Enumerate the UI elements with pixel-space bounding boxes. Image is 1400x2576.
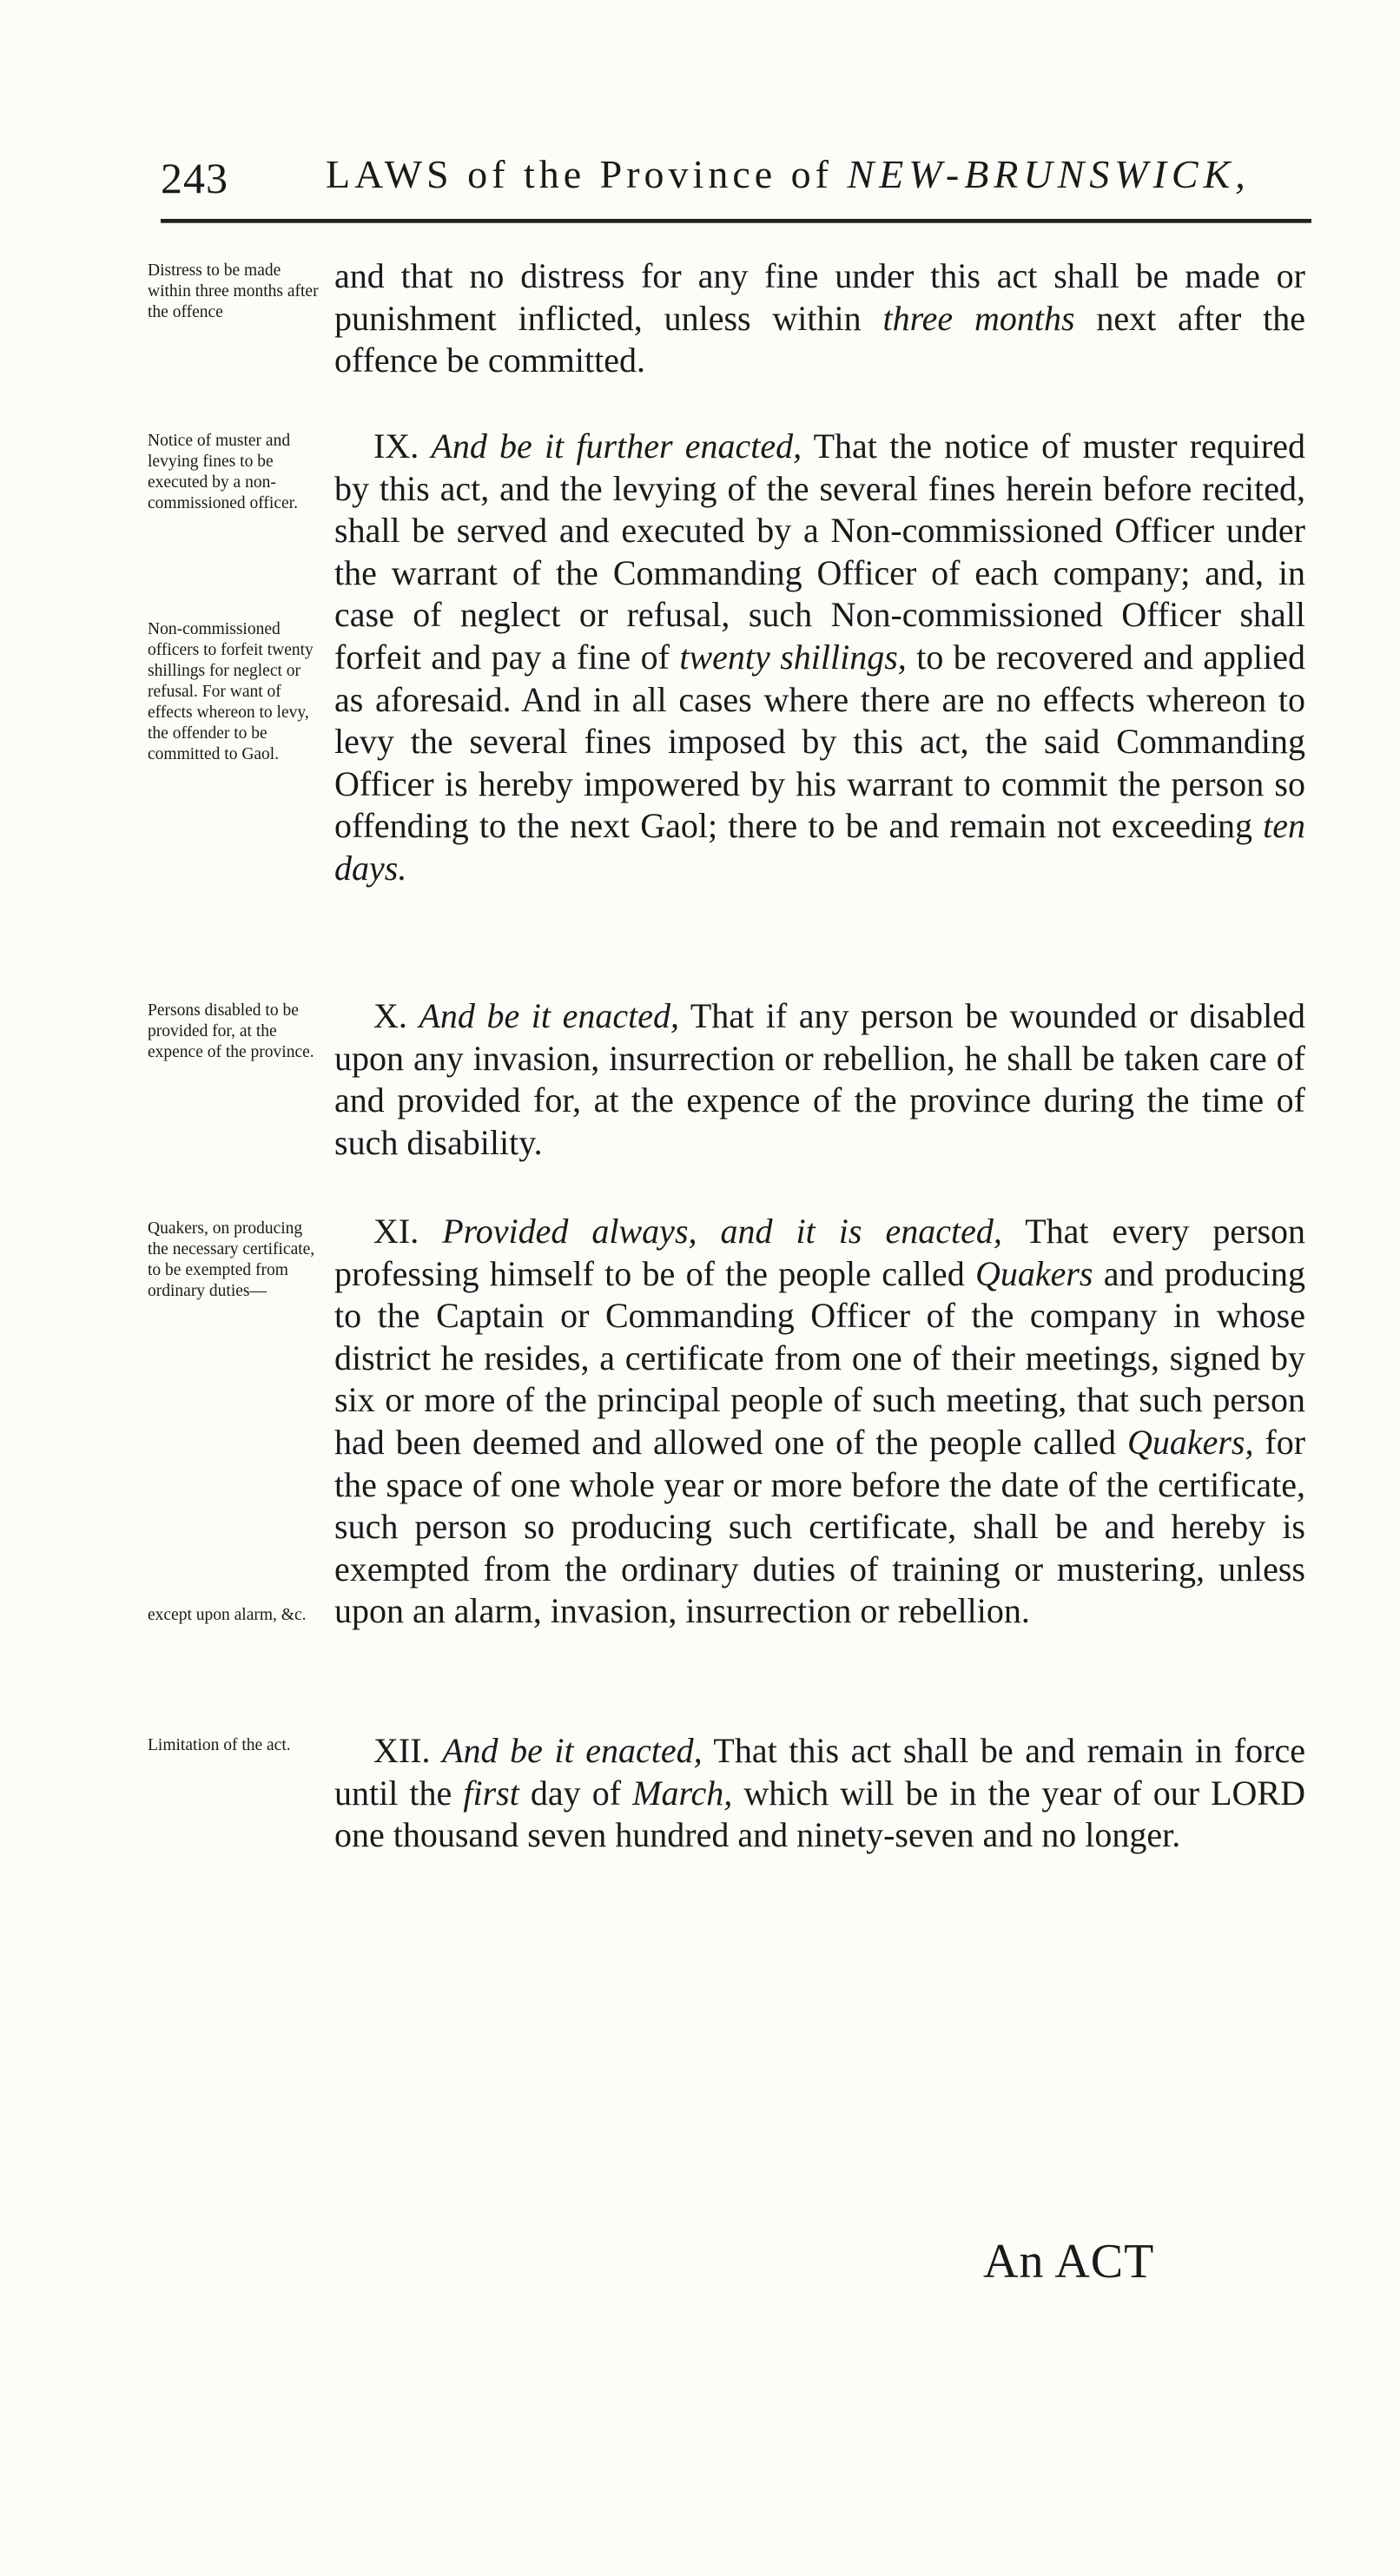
margin-note-non-commissioned: Non-commissioned officers to forfeit twenty shillings for neglect or refusal. For want of effects whereon to levy, the offender to be committed to Gaol. [148, 620, 314, 763]
paragraph-text: That every person professing himself to be of the people called [334, 1212, 1306, 1293]
header-rule [161, 219, 1311, 223]
enacting-clause: And be it further enacted, [431, 426, 802, 466]
paragraph-text: and producing to the Captain or Commanding Officer of the company in whose district he resides, a certificate from one of their meetings, signed by six or more of the principal people of such meeting, that such person had been deemed and allowed one of the people called [334, 1253, 1305, 1462]
margin-note-limitation: Limitation of the act. [148, 1736, 291, 1754]
margin-note-distress: Distress to be made within three months after the offence [148, 261, 319, 321]
emphasis-text: twenty shillings, [679, 637, 907, 677]
section-xii [334, 1730, 1305, 1857]
running-header [161, 146, 1311, 207]
paragraph-text: and that no distress for any fine under this act shall be made or punishment inflicted, unless within [334, 256, 1305, 338]
paragraph-text: which will be in the year of our LORD one thousand seven hundred and ninety-seven and no longer. [334, 1773, 1305, 1855]
page-number: 243 [161, 154, 228, 202]
enacting-clause: And be it enacted, [442, 1731, 703, 1770]
section-number: XI. [373, 1212, 443, 1251]
running-title [326, 151, 1251, 197]
section-ix [334, 426, 1305, 890]
section-x [334, 995, 1305, 1164]
section-xi [334, 1211, 1305, 1633]
section-number: X. [373, 996, 419, 1035]
paragraph-distress [334, 255, 1305, 382]
margin-note-quakers: Quakers, on producing the necessary certificate, to be exempted from ordinary duties— [148, 1219, 315, 1300]
paragraph-text: for the space of one whole year or more before the date of the certificate, such person so producing such certificate, shall be and hereby is exempted from the ordinary duties of training or mustering, unless upon an alarm, invasion, insurrection or rebellion. [334, 1422, 1306, 1631]
enacting-clause: And be it enacted, [419, 996, 679, 1035]
margin-note-except: except upon alarm, &c. [148, 1606, 307, 1624]
emphasis-text: three months [882, 298, 1075, 338]
paragraph-text: That if any person be wounded or disabled upon any invasion, insurrection or rebellion, he shall be taken care of and provided for, at the expence of the province during the time of such disability. [334, 996, 1305, 1162]
paragraph-text: That the notice of muster required by this act, and the levying of the several fines herein before recited, shall be served and executed by a Non-commissioned Officer under the warrant of the Commanding Officer of each company; and, in case of neglect or refusal, such Non-commissioned Officer shall forfeit and pay a fine of [334, 426, 1305, 677]
enacting-clause: Provided always, and it is enacted, [442, 1212, 1002, 1251]
margin-note-notice: Notice of muster and levying fines to be executed by a non-commissioned officer. [148, 432, 298, 512]
margin-note-disabled: Persons disabled to be provided for, at the expence of the province. [148, 1001, 314, 1061]
title-prefix: LAWS of the Province of [326, 152, 848, 196]
paragraph-text: to be recovered and applied as aforesaid. And in all cases where there are no effects whereon to levy the several fines imposed by this act, the said Commanding Officer is hereby impowered by his warrant to commit the person so offending to the next Gaol; there to be and remain not exceeding [334, 637, 1306, 846]
catchword: An ACT [983, 2235, 1155, 2289]
title-place: NEW-BRUNSWICK, [847, 152, 1251, 196]
paragraph-text: day of [518, 1773, 633, 1813]
emphasis-text: Quakers, [1126, 1422, 1254, 1462]
emphasis-text: ten days. [334, 806, 1305, 888]
section-number: IX. [373, 426, 432, 466]
paragraph-text: next after the offence be committed. [334, 298, 1305, 380]
emphasis-text: March, [632, 1773, 733, 1813]
section-number: XII. [373, 1731, 443, 1770]
emphasis-text: first [463, 1773, 519, 1813]
emphasis-text: Quakers [974, 1253, 1093, 1293]
paragraph-text: That this act shall be and remain in force until the [334, 1731, 1305, 1813]
